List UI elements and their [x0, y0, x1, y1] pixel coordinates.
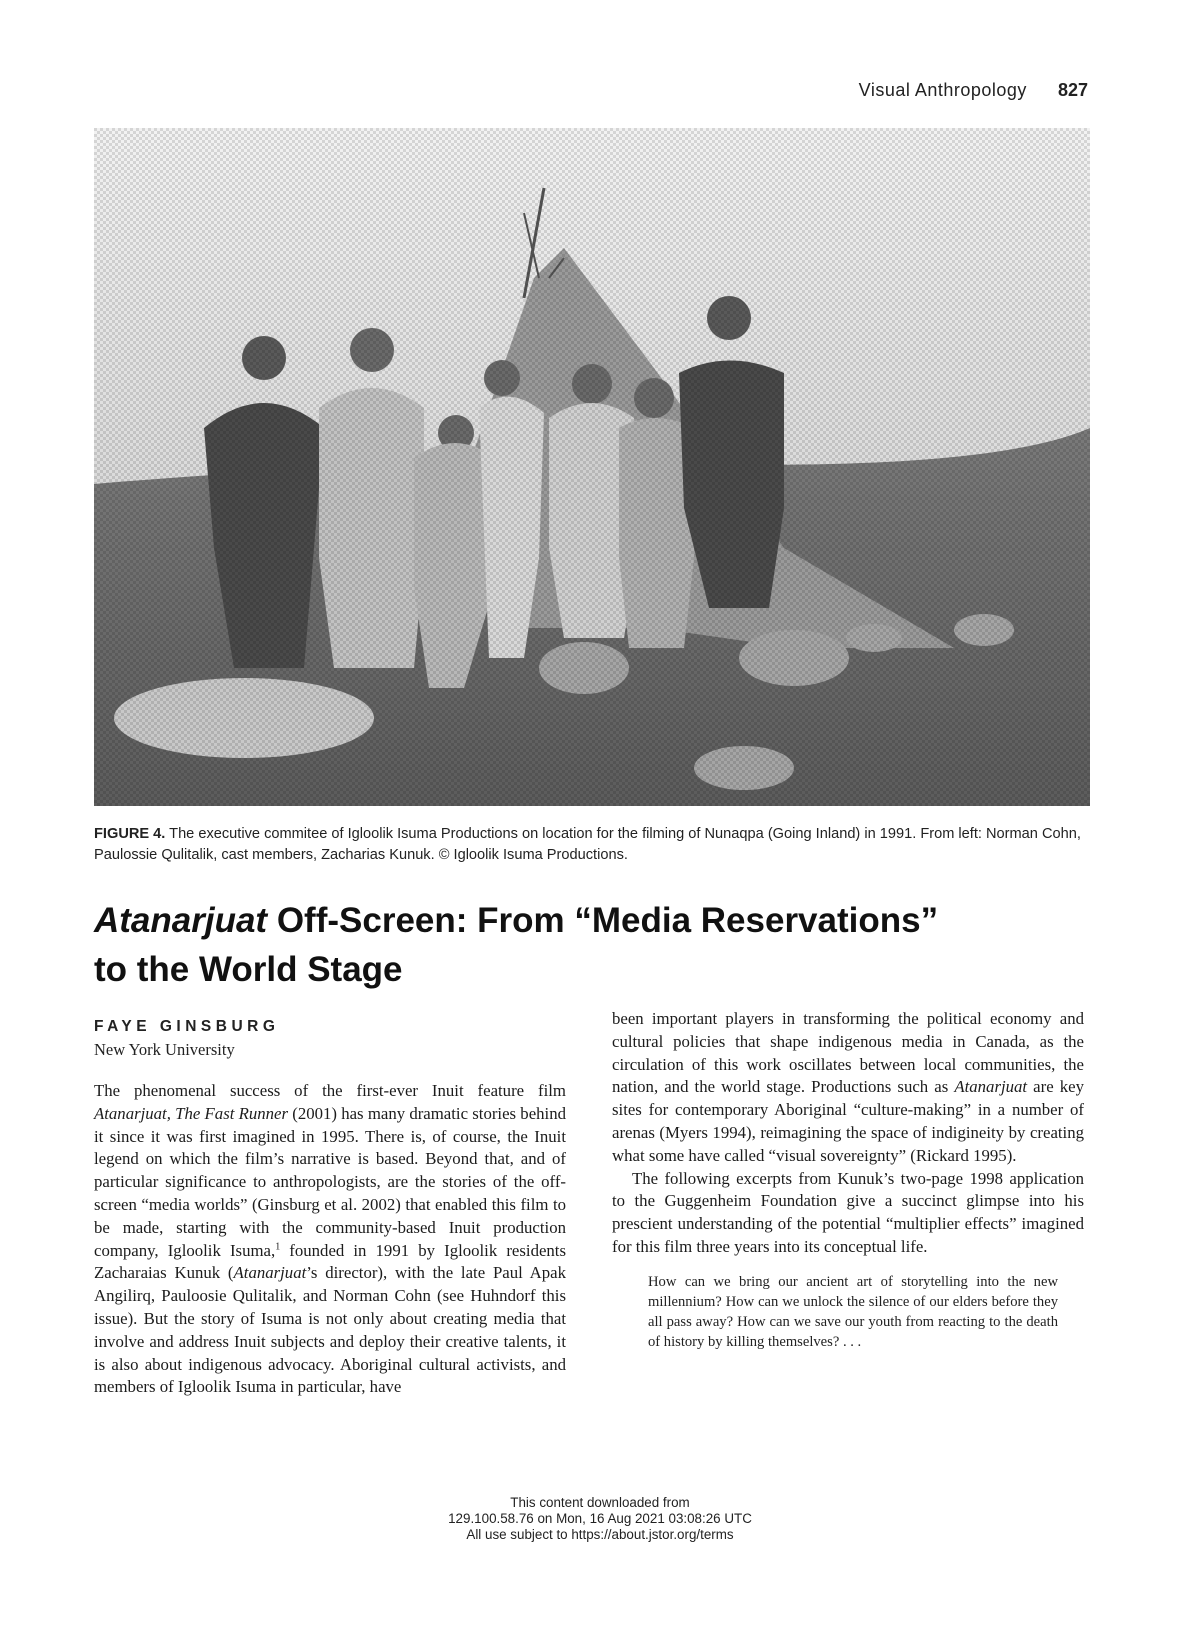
paragraph-continued: [612, 1008, 1084, 1168]
footer-line-2: 129.100.58.76 on Mon, 16 Aug 2021 03:08:26 UTC: [448, 1511, 752, 1526]
author-name: FAYE GINSBURG: [94, 1018, 280, 1035]
title-italic: Atanarjuat: [94, 901, 268, 940]
figure-caption-text: The executive commitee of Igloolik Isuma Productions on location for the filming of Nunaqpa (Going Inland) in 1991. From left: Norman Cohn, Paulossie Qulitalik, cast members, Zacharias Kunuk. © Igloolik Isuma Productions.: [94, 826, 1081, 863]
text-run: are key sites for contemporary Aboriginal “culture-making” in a number of arenas (Myers 1994), reimagining the space of indigineity by creating what some have called “visual sovereignty” (Rickard 1995).: [612, 1077, 1084, 1165]
figure-caption: [94, 824, 1094, 866]
text-run: ’s director), with the late Paul Apak Angilirq, Pauloosie Qulitalik, and Norman Cohn (see Huhndorf this issue). But the story of Isuma is not only about creating media that involve and address Inuit subjects and deploy their creative talents, it is also about indigenous advocacy. Aboriginal cultural activists, and members of Igloolik Isuma in particular, have: [94, 1263, 567, 1397]
text-run: The phenomenal success of the first-ever Inuit feature film: [94, 1081, 566, 1100]
paragraph-2: The following excerpts from Kunuk’s two-page 1998 application to the Guggenheim Foundation give a succinct glimpse into his prescient understanding of the potential “multiplier effects” imagined for this film three years into its conceptual life.: [612, 1168, 1084, 1256]
body-column-right: [612, 1008, 1084, 1259]
body-column-left: [94, 1080, 566, 1399]
running-head: [859, 80, 1088, 101]
film-title: Atanarjuat: [954, 1077, 1028, 1097]
author-affiliation: New York University: [94, 1040, 235, 1059]
footnote-marker[interactable]: 1: [275, 1240, 281, 1252]
block-quote: How can we bring our ancient art of storytelling into the new millennium? How can we unlock the silence of our elders before they all pass away? How can we save our youth from reacting to the death of history by killing themselves? . . .: [648, 1274, 1058, 1350]
text-run: (2001) has many dramatic stories behind it since it was first imagined in 1995. There is, of course, the Inuit legend on which the film’s narrative is based. Beyond that, and of particular significance to anthropologists, are the stories of the off-screen “media worlds” (Ginsburg et al. 2002) that enabled this film to be made, starting with the community-based Inuit production company, Igloolik Isuma,: [94, 1103, 566, 1260]
figure-photo: [94, 128, 1090, 806]
figure-label: FIGURE 4.: [94, 826, 166, 842]
film-title: Atanarjuat: [233, 1263, 307, 1283]
footer-line-3: All use subject to https://about.jstor.org/terms: [466, 1527, 734, 1542]
text-run: been important players in transforming the political economy and cultural policies that shape indigenous media in Canada, as the circulation of this work oscillates between local communities, the nation, and the world stage. Productions such as: [612, 1009, 1084, 1097]
title-line1-rest: Off-Screen: From “Media Reservations”: [267, 901, 939, 940]
article-title: [94, 896, 1104, 994]
journal-name: Visual Anthropology: [858, 80, 1027, 100]
text-run: founded in 1991 by Igloolik residents Zacharaias Kunuk (: [94, 1240, 566, 1283]
paragraph-1: [94, 1080, 566, 1399]
title-line2: to the World Stage: [94, 950, 403, 989]
page-number: 827: [1057, 80, 1088, 100]
download-footer: [0, 1495, 1200, 1543]
footer-line-1: This content downloaded from: [510, 1495, 690, 1510]
film-title: Atanarjuat, The Fast Runner: [94, 1103, 289, 1123]
